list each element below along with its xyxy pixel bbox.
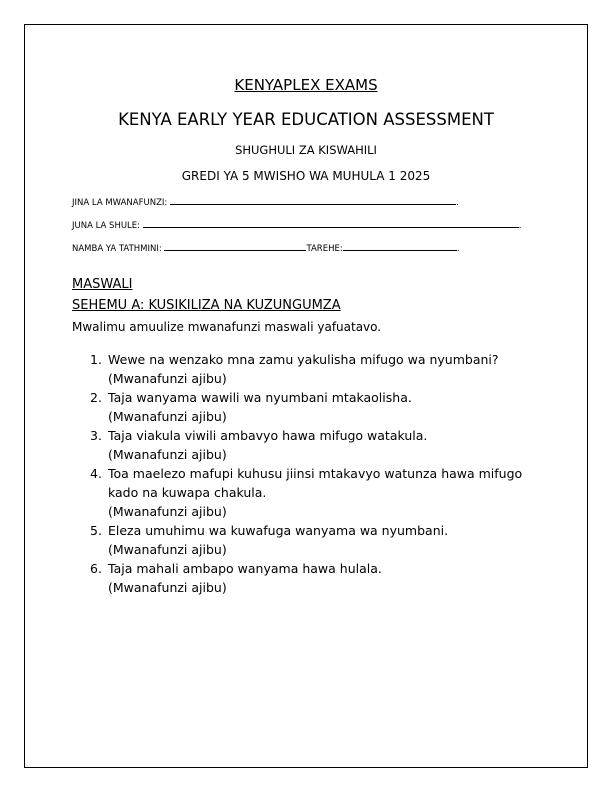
- question-item: [90, 388, 550, 426]
- question-number: 6.: [90, 561, 102, 576]
- question-list: [90, 350, 550, 597]
- answer-hint: (Mwanafunzi ajibu): [108, 580, 227, 595]
- question-text: Wewe na wenzako mna zamu yakulisha mifugo wa nyumbani?: [108, 352, 499, 367]
- question-text: Eleza umuhimu wa kuwafuga wanyama wa nyumbani.: [108, 523, 449, 538]
- student-name-label: JINA LA MWANAFUNZI:: [72, 198, 168, 208]
- assessment-number-label: NAMBA YA TATHMINI:: [72, 244, 162, 254]
- question-item: [90, 350, 550, 388]
- school-name-field[interactable]: JUNA LA SHULE: .: [72, 221, 522, 231]
- assessment-number-line[interactable]: [164, 249, 306, 251]
- school-name-line[interactable]: [143, 226, 519, 228]
- subject-title: SHUGHULI ZA KISWAHILI: [235, 143, 377, 157]
- question-number: 3.: [90, 428, 102, 443]
- question-text: Taja mahali ambapo wanyama hawa hulala.: [108, 561, 382, 576]
- date-label: TAREHE:: [306, 244, 343, 254]
- part-heading: SEHEMU A: KUSIKILIZA NA KUZUNGUMZA: [72, 298, 341, 313]
- exam-title: KENYAPLEX EXAMS: [234, 76, 378, 94]
- question-item: [90, 559, 550, 597]
- answer-hint: (Mwanafunzi ajibu): [108, 409, 227, 424]
- question-text: Toa maelezo mafupi kuhusu jiinsi mtakavyo watunza hawa mifugo kado na kuwapa chakula.: [108, 466, 523, 500]
- student-name-field[interactable]: JINA LA MWANAFUNZI: .: [72, 198, 459, 208]
- question-number: 5.: [90, 523, 102, 538]
- answer-hint: (Mwanafunzi ajibu): [108, 542, 227, 557]
- instruction-text: Mwalimu amuulize mwanafunzi maswali yafuatavo.: [72, 320, 382, 334]
- question-number: 1.: [90, 352, 102, 367]
- question-number: 2.: [90, 390, 102, 405]
- answer-hint: (Mwanafunzi ajibu): [108, 504, 227, 519]
- question-number: 4.: [90, 466, 102, 481]
- question-item: [90, 464, 550, 521]
- answer-hint: (Mwanafunzi ajibu): [108, 447, 227, 462]
- section-heading: MASWALI: [72, 277, 133, 292]
- grade-term-title: GREDI YA 5 MWISHO WA MUHULA 1 2025: [181, 169, 431, 183]
- assessment-number-field[interactable]: NAMBA YA TATHMINI: TAREHE: .: [72, 244, 460, 254]
- question-item: [90, 426, 550, 464]
- student-name-line[interactable]: [170, 203, 456, 205]
- date-line[interactable]: [343, 249, 457, 251]
- question-item: [90, 521, 550, 559]
- question-text: Taja wanyama wawili wa nyumbani mtakaolisha.: [108, 390, 412, 405]
- school-name-label: JUNA LA SHULE:: [72, 221, 141, 231]
- answer-hint: (Mwanafunzi ajibu): [108, 371, 227, 386]
- assessment-title: KENYA EARLY YEAR EDUCATION ASSESSMENT: [118, 110, 494, 129]
- question-text: Taja viakula viwili ambavyo hawa mifugo watakula.: [108, 428, 428, 443]
